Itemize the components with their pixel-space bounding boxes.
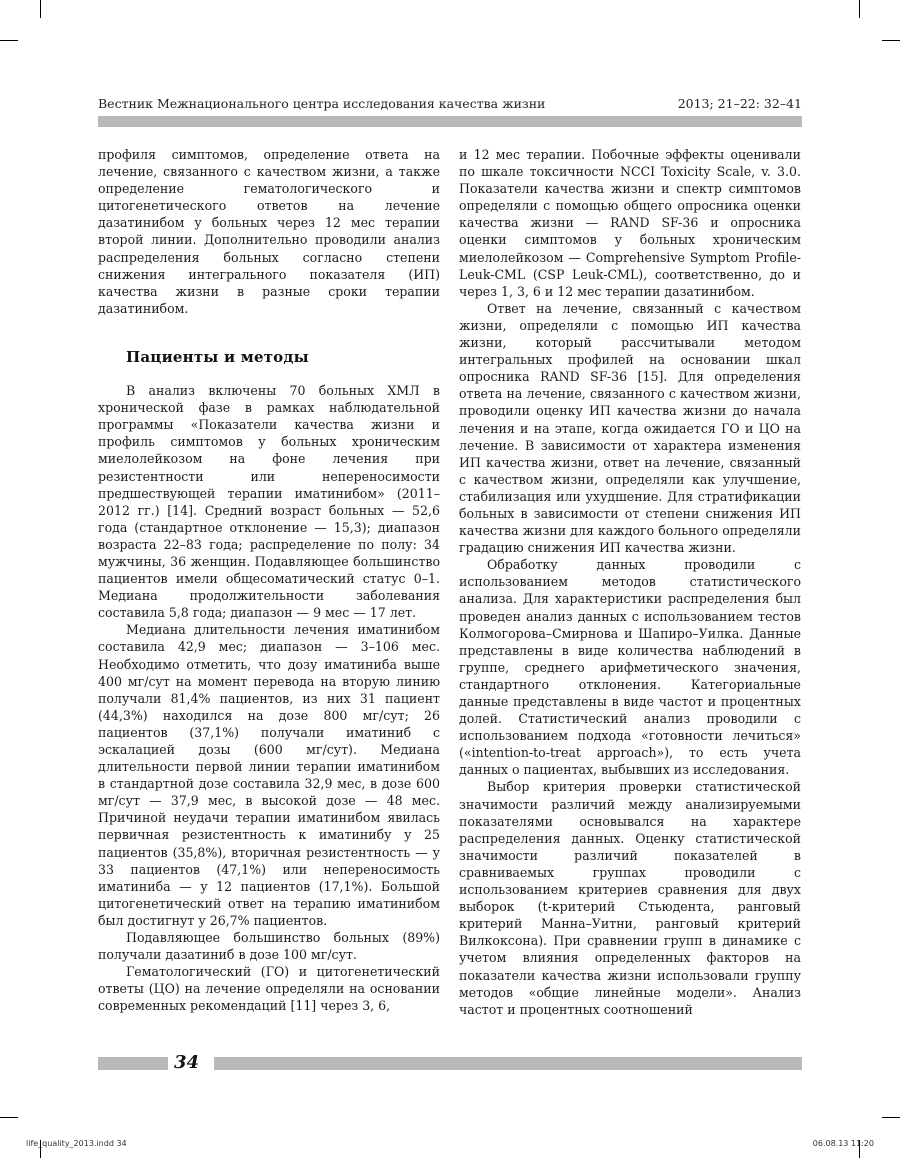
running-header bbox=[98, 93, 802, 115]
paragraph: Выбор критерия проверки статистической значимости различий между анализируемыми показателями основывался на характере распределения данных. Оценку статистической значимости различий показателей в сравниваемых группах проводили с использованием критериев сравнения для двух выборок (t-критерий Стьюдента, ранговый критерий Манна–Уитни, ранговый критерий Вилкоксона). При сравнении групп в динамике с учетом влияния определенных факторов на показатели качества жизни использовали группу методов «общие линейные модели». Анализ частот и процентных соотношений bbox=[459, 779, 801, 1017]
paragraph: Обработку данных проводили с использованием методов статистического анализа. Для характеристики распределения был проведен анализ данных с использованием тестов Колмогорова–Смирнова и Шапиро–Уилка. Данные представлены в виде количества наблюдений в группе, среднего арифметического значения, стандартного отклонения. Категориальные данные представлены в виде частот и процентных долей. Статистический анализ проводили с использованием подхода «готовности лечиться» («intention-to-treat approach»), то есть учета данных о пациентах, выбывших из исследования. bbox=[459, 557, 801, 778]
paragraph: Подавляющее большинство больных (89%) получали дазатиниб в дозе 100 мг/сут. bbox=[98, 930, 440, 963]
crop-mark bbox=[0, 40, 18, 41]
paragraph: и 12 мес терапии. Побочные эффекты оценивали по шкале токсичности NCCI Toxicity Scale, v. 3.0. Показатели качества жизни и спектр симптомов определяли с помощью общего опросника оценки качества жизни — RAND SF-36 и опросника оценки симптомов у больных хроническим миелолейкозом — Comprehensive Symptom Profile-Leuk-CML (CSP Leuk-CML), соответственно, до и через 1, 3, 6 и 12 мес терапии дазатинибом. bbox=[459, 147, 801, 299]
paragraph: Гематологический (ГО) и цитогенетический ответы (ЦО) на лечение определяли на основании современных рекомендаций [11] через 3, 6, bbox=[98, 964, 440, 1014]
footer-rule-right bbox=[214, 1057, 802, 1070]
right-column bbox=[459, 146, 801, 1018]
crop-mark bbox=[882, 1117, 900, 1118]
header-rule bbox=[98, 116, 802, 127]
journal-title: Вестник Межнационального центра исследования качества жизни bbox=[98, 96, 546, 111]
section-heading: Пациенты и методы bbox=[126, 347, 309, 366]
crop-mark bbox=[0, 1117, 18, 1118]
print-slug-file: life_quality_2013.indd 34 bbox=[26, 1139, 127, 1148]
page-number: 34 bbox=[174, 1052, 200, 1073]
paragraph: Медиана длительности лечения иматинибом составила 42,9 мес; диапазон — 3–106 мес. Необходимо отметить, что дозу иматиниба выше 400 мг/сут на момент перевода на вторую линию получали 81,4% пациентов, из них 31 пациент (44,3%) находился на дозе 800 мг/сут; 26 пациентов (37,1%) получали иматиниб с эскалацией дозы (600 мг/сут). Медиана длительности первой линии терапии иматинибом в стандартной дозе составила 32,9 мес, в дозе 600 мг/сут — 37,9 мес, в высокой дозе — 48 мес. Причиной неудачи терапии иматинибом явилась первичная резистентность к иматинибу у 25 пациентов (35,8%), вторичная резистентность — у 33 пациентов (47,1%) или непереносимость иматиниба — у 12 пациентов (17,1%). Большой цитогенетический ответ на терапию иматинибом был достигнут у 26,7% пациентов. bbox=[98, 622, 440, 928]
paragraph: профиля симптомов, определение ответа на лечение, связанного с качеством жизни, а также определение гематологического и цитогенетического ответов на лечение дазатинибом у больных через 12 мес терапии второй линии. Дополнительно проводили анализ распределения больных согласно степени снижения интегрального показателя (ИП) качества жизни в разные сроки терапии дазатинибом. bbox=[98, 147, 440, 316]
citation: 2013; 21–22: 32–41 bbox=[677, 96, 802, 111]
crop-mark bbox=[40, 0, 41, 18]
crop-mark bbox=[882, 40, 900, 41]
crop-mark bbox=[859, 0, 860, 18]
left-column bbox=[98, 146, 440, 1015]
footer-rule-left bbox=[98, 1057, 168, 1070]
print-slug-date: 06.08.13 11:20 bbox=[812, 1139, 874, 1148]
paragraph: Ответ на лечение, связанный с качеством жизни, определяли с помощью ИП качества жизни, который рассчитывали методом интегральных профилей на основании шкал опросника RAND SF-36 [15]. Для определения ответа на лечение, связанного с качеством жизни, проводили оценку ИП качества жизни до начала лечения и на этапе, когда ожидается ГО и ЦО на лечение. В зависимости от характера изменения ИП качества жизни, ответ на лечение, связанный с качеством жизни, определяли как улучшение, стабилизация или ухудшение. Для стратификации больных в зависимости от степени снижения ИП качества жизни для каждого больного определяли градацию снижения ИП качества жизни. bbox=[459, 300, 801, 556]
paragraph: В анализ включены 70 больных ХМЛ в хронической фазе в рамках наблюдательной программы «Показатели качества жизни и профиль симптомов у больных хроническим миелолейкозом на фоне лечения при резистентности или непереносимости предшествующей терапии иматинибом» (2011–2012 гг.) [14]. Средний возраст больных — 52,6 года (стандартное отклонение — 15,3); диапазон возраста 22–83 года; распределение по полу: 34 мужчины, 36 женщин. Подавляющее большинство пациентов имели общесоматический статус 0–1. Медиана продолжительности заболевания составила 5,8 года; диапазон — 9 мес — 17 лет. bbox=[98, 383, 440, 621]
